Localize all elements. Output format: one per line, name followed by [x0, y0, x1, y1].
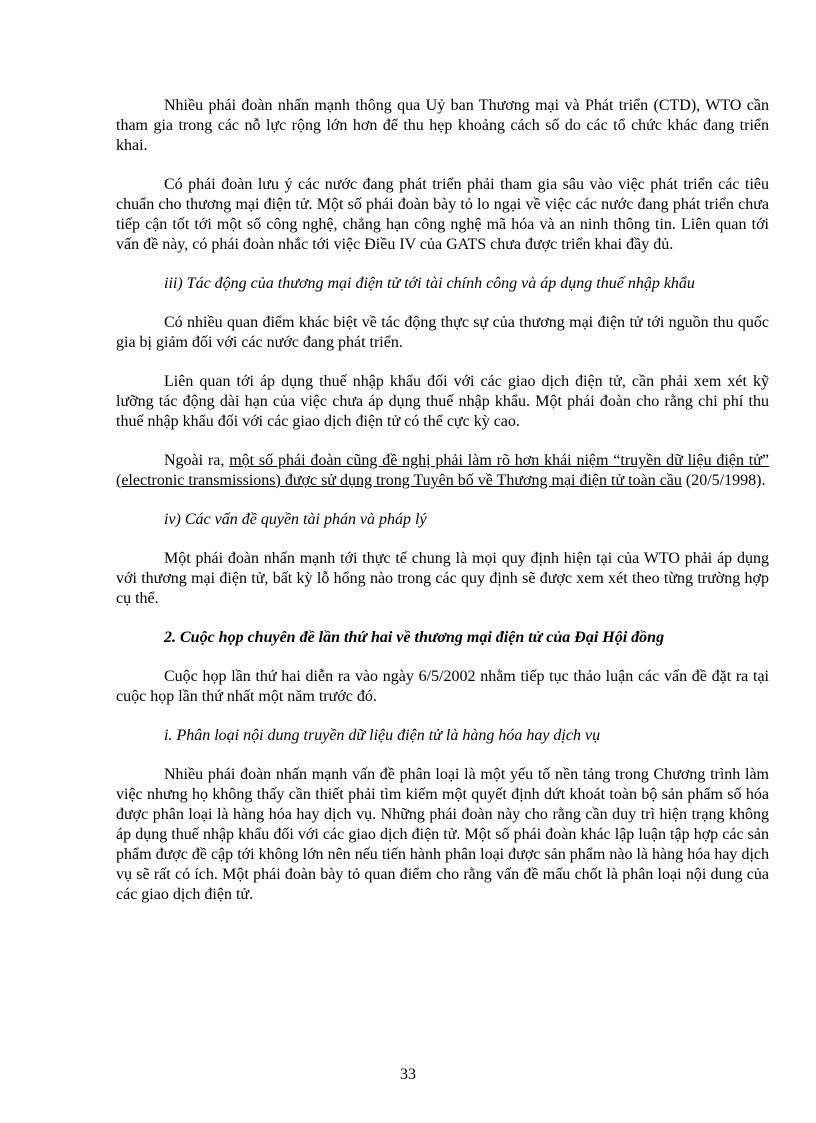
paragraph-electronic-transmissions: [116, 451, 769, 491]
page-number: 33: [400, 1066, 416, 1083]
underlined-text: một số phái đoàn cũng đề nghị phải làm rõ hơn khái niệm “truyền dữ liệu điện tử” (electronic transmissions) được sử dụng trong Tuyên bố về Thương mại điện tử toàn cầu: [116, 452, 770, 489]
paragraph-meeting-date: Cuộc họp lần thứ hai diễn ra vào ngày 6/5/2002 nhằm tiếp tục thảo luận các vấn đề đặt ra tại cuộc họp lần thứ nhất một năm trước đó.: [116, 668, 769, 705]
paragraph-digital-gap: Nhiều phái đoàn nhấn mạnh thông qua Uỷ ban Thương mại và Phát triển (CTD), WTO cần tham gia trong các nỗ lực rộng lớn hơn để thu hẹp khoảng cách số do các tổ chức khác đang triển khai.: [116, 97, 769, 154]
paragraph-tail-text: (20/5/1998).: [681, 472, 766, 489]
paragraph-lead-text: Ngoài ra,: [164, 452, 230, 469]
document-page: [116, 96, 769, 905]
paragraph-revenue: Có nhiều quan điểm khác biệt về tác động thực sự của thương mại điện tử tới nguồn thu quốc gia bị giảm đối với các nước đang phát triển.: [116, 314, 769, 351]
subheading-public-finance: iii) Tác động của thương mại điện tử tới tài chính công và áp dụng thuế nhập khẩu: [164, 275, 695, 292]
paragraph-import-duty: Liên quan tới áp dụng thuế nhập khẩu đối với các giao dịch điện tử, cần phải xem xét kỹ lưỡng tác động dài hạn của việc chưa áp dụng thuế nhập khẩu. Một phái đoàn cho rằng chi phí thu thuế nhập khẩu đối với các giao dịch điện tử có thể cực kỳ cao.: [116, 373, 769, 430]
paragraph-standards: Có phái đoàn lưu ý các nước đang phát triển phải tham gia sâu vào việc phát triển các tiêu chuẩn cho thương mại điện tử. Một số phái đoàn bày tỏ lo ngại về việc các nước đang phát triển chưa tiếp cận tốt tới một số công nghệ, chẳng hạn công nghệ mã hóa và an ninh thông tin. Liên quan tới vấn đề này, có phái đoàn nhắc tới việc Điều IV của GATS chưa được triển khai đầy đủ.: [116, 176, 769, 253]
section-heading-second-meeting: 2. Cuộc họp chuyên đề lần thứ hai về thương mại điện tử của Đại Hội đồng: [164, 629, 665, 646]
subheading-jurisdiction: iv) Các vấn đề quyền tài phán và pháp lý: [164, 511, 427, 528]
paragraph-wto-rules: Một phái đoàn nhấn mạnh tới thực tế chung là mọi quy định hiện tại của WTO phải áp dụng với thương mại điện tử, bất kỳ lỗ hổng nào trong các quy định sẽ được xem xét theo từng trường hợp cụ thể.: [116, 550, 769, 607]
subheading-classification: i. Phân loại nội dung truyền dữ liệu điện tử là hàng hóa hay dịch vụ: [164, 727, 601, 744]
paragraph-classification: Nhiều phái đoàn nhấn mạnh vấn đề phân loại là một yếu tố nền tảng trong Chương trình làm việc nhưng họ không thấy cần thiết phải tìm kiếm một quyết định dứt khoát toàn bộ sản phẩm số hóa được phân loại là hàng hóa hay dịch vụ. Những phái đoàn này cho rằng cần duy trì hiện trạng không áp dụng thuế nhập khẩu đối với các giao dịch điện tử. Một số phái đoàn khác lập luận tập hợp các sản phẩm được đề cập tới không lớn nên nếu tiến hành phân loại được sản phẩm nào là hàng hóa hay dịch vụ sẽ rất có ích. Một phái đoàn bày tỏ quan điểm cho rằng vấn đề mấu chốt là phân loại nội dung của các giao dịch điện tử.: [116, 766, 769, 903]
